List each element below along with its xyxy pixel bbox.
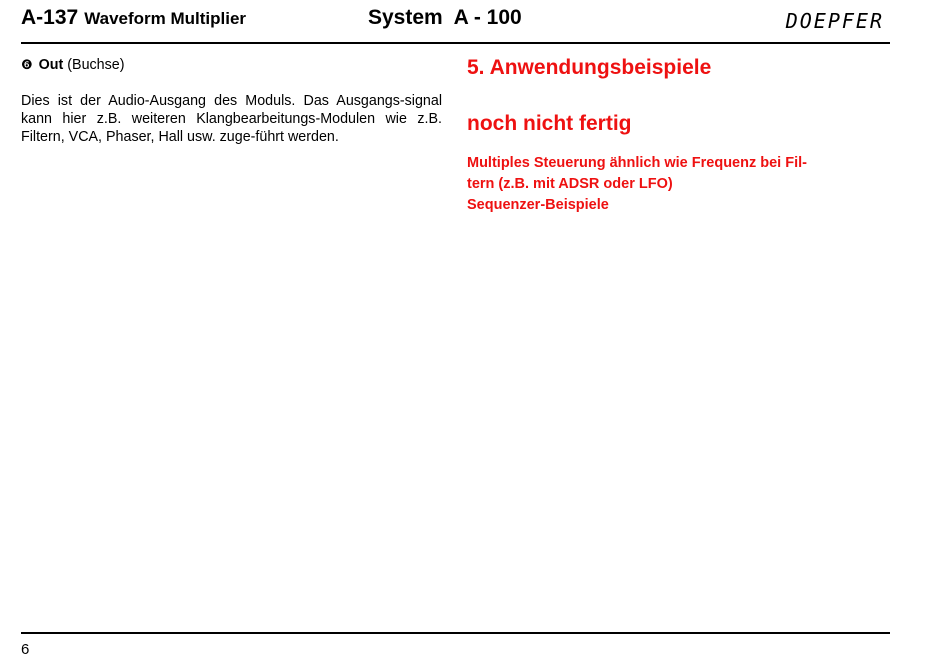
status-heading: noch nicht fertig: [467, 112, 632, 135]
note-line: Multiples Steuerung ähnlich wie Frequenz bei Fil-: [467, 155, 807, 171]
right-column: [467, 54, 877, 216]
left-column: [21, 56, 442, 146]
module-title: [21, 6, 246, 30]
out-sublabel: (Buchse): [67, 57, 125, 73]
footer-divider: [21, 632, 890, 634]
header-divider: [21, 42, 890, 44]
page-header: [21, 6, 890, 36]
note-line: tern (z.B. mit ADSR oder LFO): [467, 176, 673, 192]
out-section-heading: [21, 56, 442, 74]
doepfer-logo: DOEPFER: [785, 9, 884, 33]
notes-block: [467, 153, 877, 216]
number-six-badge-icon: ❻: [21, 57, 33, 72]
note-line: Sequenzer-Beispiele: [467, 197, 609, 213]
system-title: System A - 100: [368, 6, 522, 29]
chapter-heading: 5. Anwendungsbeispiele: [467, 56, 712, 79]
out-description: Dies ist der Audio-Ausgang des Moduls. Das Ausgangs-signal kann hier z.B. weiteren Klangbearbeitungs-Modulen wie z.B. Filtern, VCA, Phaser, Hall usw. zuge-führt werden.: [21, 93, 442, 145]
out-label: Out: [38, 57, 64, 73]
module-code: A-137: [21, 6, 79, 29]
page-number: 6: [21, 641, 30, 658]
module-name: Waveform Multiplier: [84, 9, 247, 28]
